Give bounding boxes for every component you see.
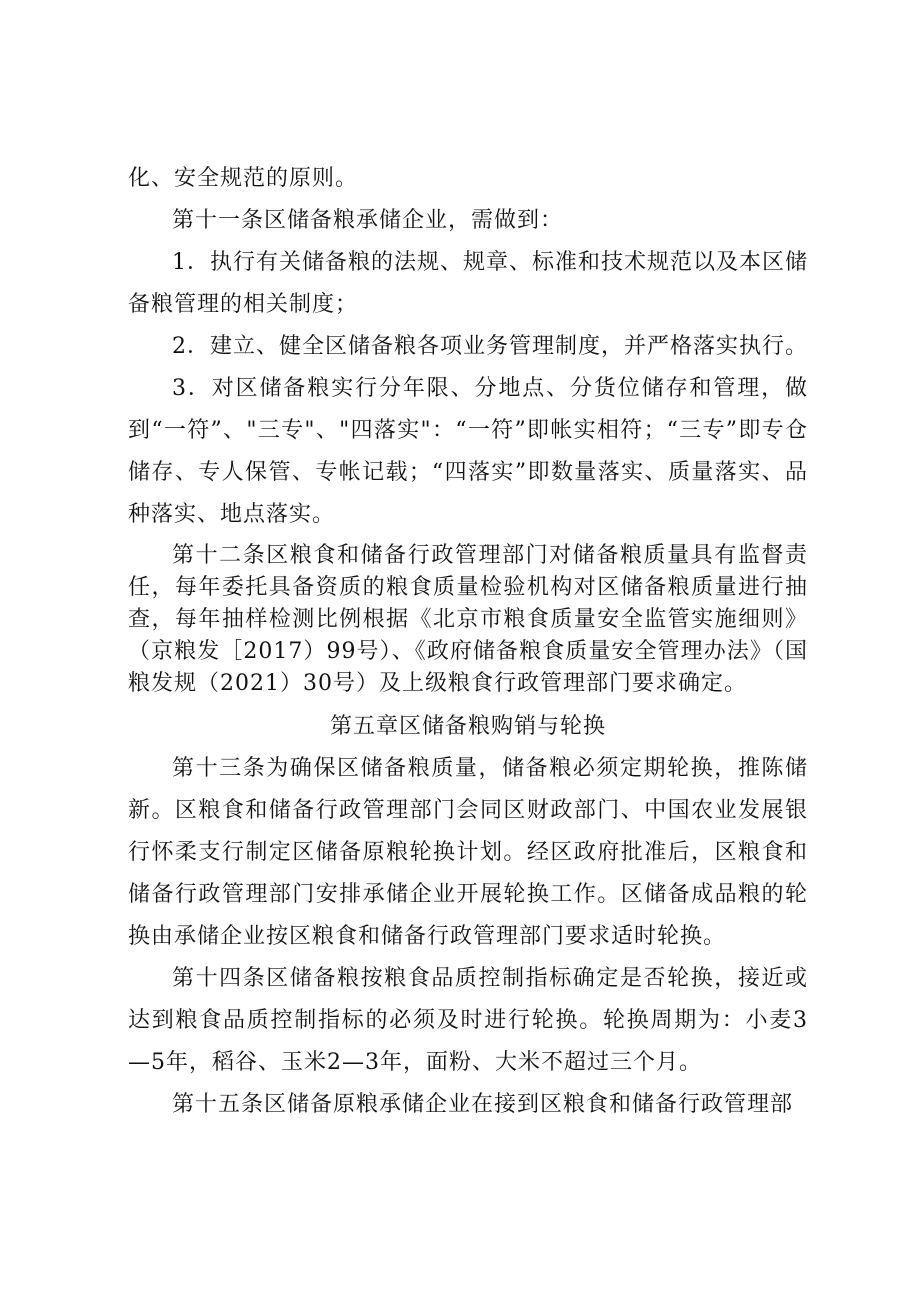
article-11-item-1: 1．执行有关储备粮的法规、规章、标准和技术规范以及本区储备粮管理的相关制度；	[128, 250, 808, 317]
article-12: 第十二条区粮食和储备行政管理部门对储备粮质量具有监督责任，每年委托具备资质的粮食质量检验机构对区储备粮质量进行抽查，每年抽样检测比例根据《北京市粮食质量安全监管实施细则》（京粮发［2017）99号）、《政府储备粮食质量安全管理办法》（国粮发规（2021）30号）及上级粮食行政管理部门要求确定。	[128, 543, 808, 696]
article-14: 第十四条区储备粮按粮食品质控制指标确定是否轮换，接近或达到粮食品质控制指标的必须及时进行轮换。轮换周期为：小麦3—5年，稻谷、玉米2—3年，面粉、大米不超过三个月。	[128, 966, 808, 1075]
article-15: 第十五条区储备原粮承储企业在接到区粮食和储备行政管理部	[172, 1092, 794, 1117]
article-11-intro: 第十一条区储备粮承储企业，需做到：	[172, 208, 564, 233]
article-11-item-2: 2．建立、健全区储备粮各项业务管理制度，并严格落实执行。	[172, 334, 808, 359]
article-13: 第十三条为确保区储备粮质量，储备粮必须定期轮换，推陈储新。区粮食和储备行政管理部门会同区财政部门、中国农业发展银行怀柔支行制定区储备原粮轮换计划。经区政府批准后，区粮食和储备行政管理部门安排承储企业开展轮换工作。区储备成品粮的轮换由承储企业按区粮食和储备行政管理部门要求适时轮换。	[128, 756, 808, 949]
chapter-5-heading: 第五章区储备粮购销与轮换	[329, 714, 606, 739]
document-body	[128, 158, 808, 1126]
paragraph-continuation: 化、安全规范的原则。	[128, 166, 359, 191]
article-11-item-3: 3．对区储备粮实行分年限、分地点、分货位储存和管理，做到“一符”、"三专"、"四落实"：“一符”即帐实相符；“三专”即专仓储存、专人保管、专帐记载；“四落实”即数量落实、质量落实、品种落实、地点落实。	[128, 376, 808, 527]
